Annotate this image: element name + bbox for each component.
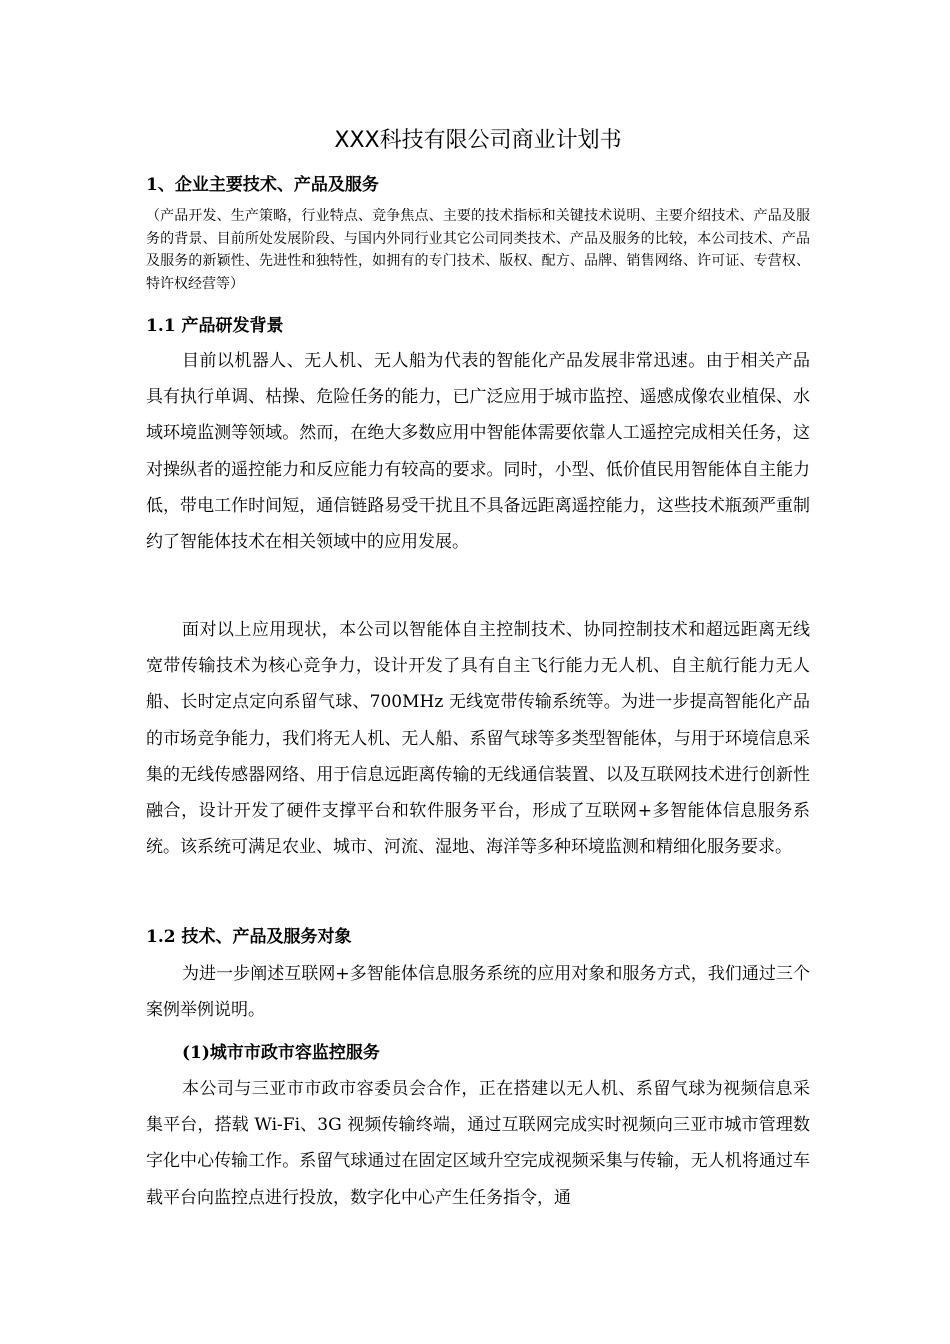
section-1-heading: 1、企业主要技术、产品及服务: [146, 175, 379, 195]
document-title: XXX科技有限公司商业计划书: [334, 128, 622, 153]
section-1-2-paragraph-1: 为进一步阐述互联网+多智能体信息服务系统的应用对象和服务方式，我们通过三个案例举例说明。: [146, 964, 810, 1021]
section-1-2-heading: 1.2 技术、产品及服务对象: [146, 927, 352, 947]
section-1-note: （产品开发、生产策略，行业特点、竞争焦点、主要的技术指标和关键技术说明、主要介绍技术、产品及服务的背景、目前所处发展阶段、与国内外同行业其它公司同类技术、产品及服务的比较，本公司技术、产品及服务的新颖性、先进性和独特性，如拥有的专门技术、版权、配方、品牌、销售网络、许可证、专营权、特许权经营等）: [146, 208, 810, 292]
case-1-paragraph: 本公司与三亚市市政市容委员会合作，正在搭建以无人机、系留气球为视频信息采集平台，搭载 Wi-Fi、3G 视频传输终端，通过互联网完成实时视频向三亚市城市管理数字化中心传输工作。系留气球通过在固定区域升空完成视频采集与传输，无人机将通过车载平台向监控点进行投放，数字化中心产生任务指令，通: [146, 1079, 810, 1208]
case-1-heading: (1)城市市政市容监控服务: [182, 1043, 380, 1063]
section-1-1-heading: 1.1 产品研发背景: [146, 316, 284, 336]
section-1-1-paragraph-1: 目前以机器人、无人机、无人船为代表的智能化产品发展非常迅速。由于相关产品具有执行单调、枯操、危险任务的能力，已广泛应用于城市监控、遥感成像农业植保、水域环境监测等领域。然而，在绝大多数应用中智能体需要依靠人工遥控完成相关任务，这对操纵者的遥控能力和反应能力有较高的要求。同时，小型、低价值民用智能体自主能力低，带电工作时间短，通信链路易受干扰且不具备远距离遥控能力，这些技术瓶颈严重制约了智能体技术在相关领域中的应用发展。: [146, 351, 810, 553]
section-1-1-paragraph-2: 面对以上应用现状，本公司以智能体自主控制技术、协同控制技术和超远距离无线宽带传输技术为核心竞争力，设计开发了具有自主飞行能力无人机、自主航行能力无人船、长时定点定向系留气球、700MHz 无线宽带传输系统等。为进一步提高智能化产品的市场竞争能力，我们将无人机、无人船、系留气球等多类型智能体，与用于环境信息采集的无线传感器网络、用于信息远距离传输的无线通信装置、以及互联网技术进行创新性融合，设计开发了硬件支撑平台和软件服务平台，形成了互联网+多智能体信息服务系统。该系统可满足农业、城市、河流、湿地、海洋等多种环境监测和精细化服务要求。: [146, 620, 810, 858]
